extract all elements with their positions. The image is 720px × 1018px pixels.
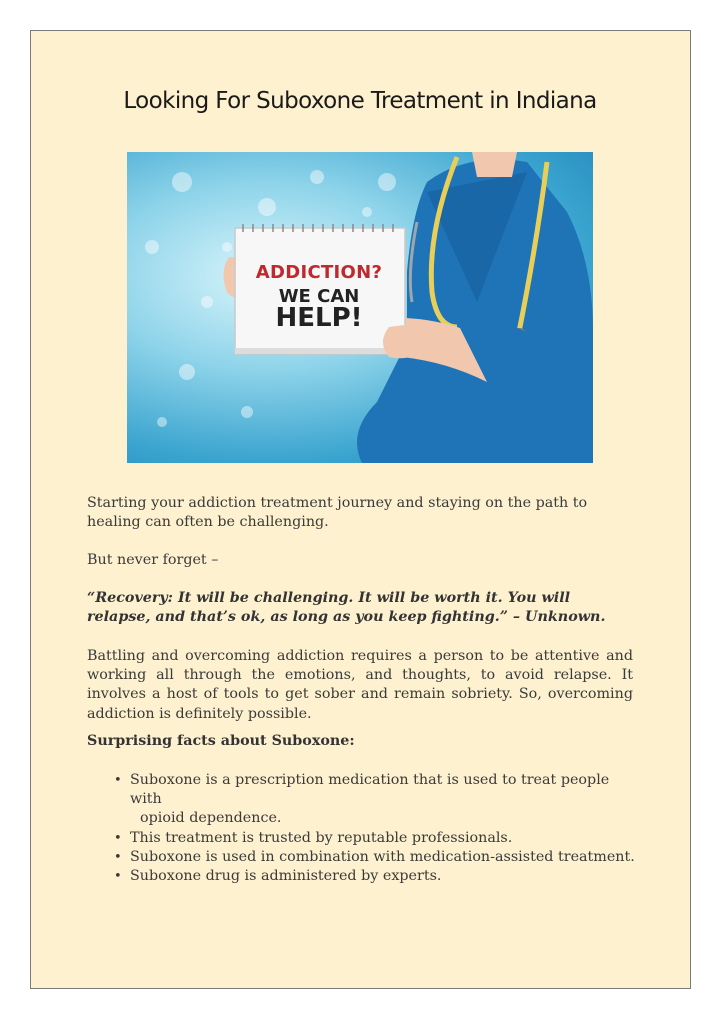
sign-line-addiction: ADDICTION? [255,262,383,283]
page-title: Looking For Suboxone Treatment in Indiana [123,88,597,114]
quote-paragraph [87,589,633,627]
list-item [114,771,639,829]
quote-text: “Recovery: It will be challenging. It will be worth it. You will relapse, and that’s ok, as long as you keep fighting.” [87,590,571,626]
bullet-icon: • [114,849,122,865]
sign-line-help: HELP! [275,303,363,333]
list-item-text: Suboxone is a prescription medication that is used to treat people with [130,772,610,808]
bullet-icon: • [114,773,122,788]
list-item-text: Suboxone drug is administered by experts. [130,868,442,885]
list-item [114,829,639,848]
bullet-icon: • [114,869,122,885]
body-paragraph: Battling and overcoming addiction requires a person to be attentive and working all through the emotions, and thoughts, to avoid relapse. It involves a host of tools to get sober and remain sobriety. So, overcoming addiction is definitely possible. [87,648,633,722]
facts-heading: Surprising facts about Suboxone: [87,733,355,749]
quote-author: – Unknown. [507,609,606,626]
list-item-text: Suboxone is used in combination with medication-assisted treatment. [130,848,635,865]
sign-line-we-can: WE CAN [278,286,360,307]
intro-paragraph: Starting your addiction treatment journey and staying on the path to healing can often be challenging. [87,495,588,531]
facts-list [114,771,639,886]
list-item [114,867,639,886]
lead-paragraph: But never forget – [87,552,219,568]
list-item [114,848,639,867]
list-item-text-continued: opioid dependence. [140,810,282,827]
list-item-text: This treatment is trusted by reputable professionals. [130,829,513,846]
bullet-icon: • [114,830,122,846]
